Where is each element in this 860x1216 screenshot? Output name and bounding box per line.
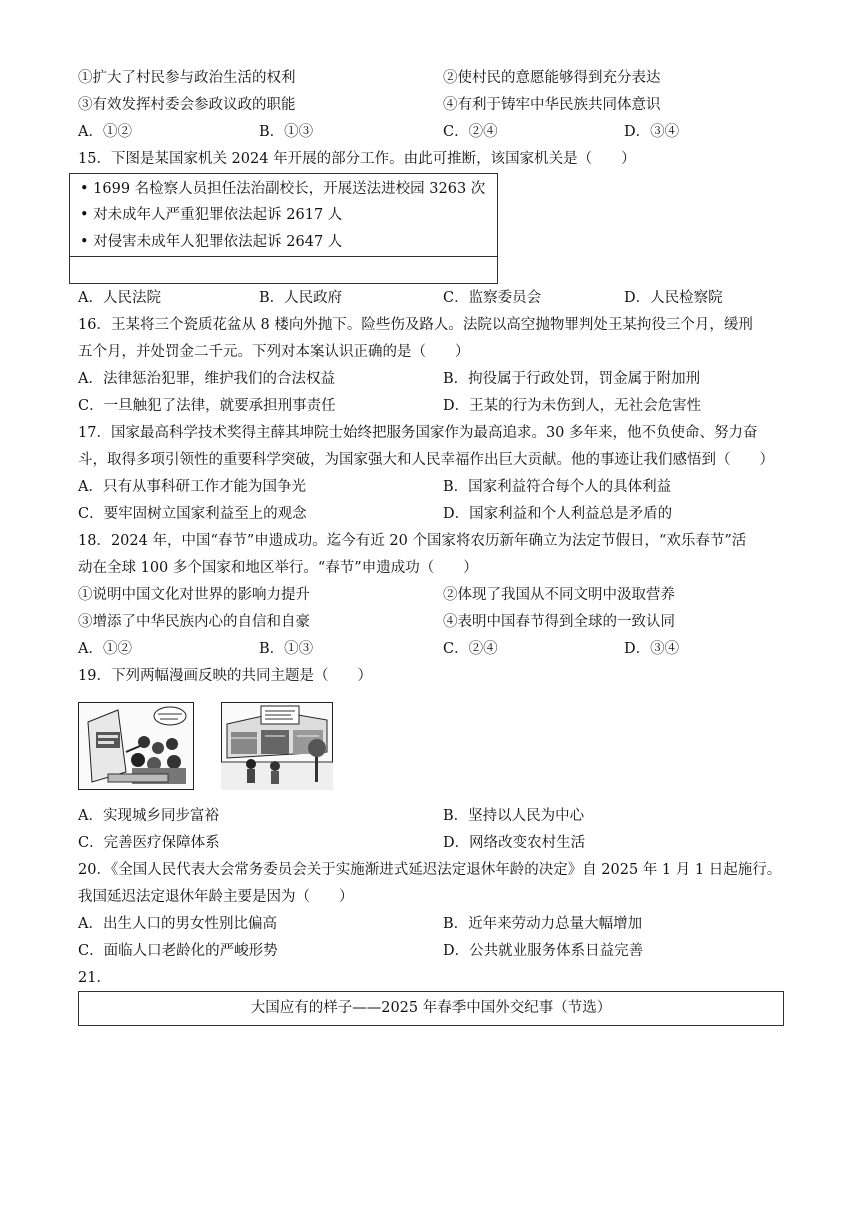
q16-choice-a: A．法律惩治犯罪，维护我们的合法权益 xyxy=(78,371,335,387)
q16-stem-line-1: 16．王某将三个瓷质花盆从 8 楼向外抛下。险些伤及路人。法院以高空抛物罪判处王某拘役三个月，缓刑 xyxy=(78,317,753,333)
q18-choice-c: C．②④ xyxy=(443,641,498,657)
q17-stem-line-2: 斗，取得多项引领性的重要科学突破，为国家强大和人民幸福作出巨大贡献。他的事迹让我们感悟到（ ） xyxy=(78,452,774,468)
q17-choice-a: A．只有从事科研工作才能为国争光 xyxy=(78,479,306,495)
q15-choice-a: A．人民法院 xyxy=(78,290,161,306)
q16-choice-b: B．拘役属于行政处罚，罚金属于附加刑 xyxy=(443,371,701,387)
q17-choice-b: B．国家利益符合每个人的具体利益 xyxy=(443,479,672,495)
q15-stem: 15．下图是某国家机关 2024 年开展的部分工作。由此可推断，该国家机关是（ ） xyxy=(78,151,636,167)
q15-choice-c: C．监察委员会 xyxy=(443,290,542,306)
cartoon-1-image xyxy=(78,702,194,790)
q21-number: 21． xyxy=(78,970,111,986)
q18-stem-line-1: 18．2024 年，中国“春节”申遗成功。迄今有近 20 个国家将农历新年确立为法定节假日，“欢乐春节”活 xyxy=(78,533,747,549)
q20-choice-c: C．面临人口老龄化的严峻形势 xyxy=(78,943,278,959)
q20-choice-b: B．近年来劳动力总量大幅增加 xyxy=(443,916,643,932)
q14-choice-b: B．①③ xyxy=(259,124,314,140)
q20-choice-a: A．出生人口的男女性别比偏高 xyxy=(78,916,277,932)
q21-title: 大国应有的样子——2025 年春季中国外交纪事（节选） xyxy=(250,1000,612,1016)
q15-choice-b: B．人民政府 xyxy=(259,290,343,306)
q20-stem-line-1: 20．《全国人民代表大会常务委员会关于实施渐进式延迟法定退休年龄的决定》自 2025 年 1 月 1 日起施行。 xyxy=(78,862,782,878)
q15-info-box xyxy=(69,173,498,284)
q18-stem-line-2: 动在全球 100 多个国家和地区举行。“春节”申遗成功（ ） xyxy=(78,560,478,576)
q18-choice-d: D．③④ xyxy=(624,641,680,657)
q18-option-3: ③增添了中华民族内心的自信和自豪 xyxy=(78,614,310,630)
q16-choice-d: D．王某的行为未伤到人，无社会危害性 xyxy=(443,398,702,414)
q18-choice-a: A．①② xyxy=(78,641,132,657)
q17-stem-line-1: 17．国家最高科学技术奖得主薛其坤院士始终把服务国家作为最高追求。30 多年来，他不负使命、努力奋 xyxy=(78,425,758,441)
q16-stem-line-2: 五个月，并处罚金二千元。下列对本案认识正确的是（ ） xyxy=(78,344,470,360)
q20-stem-line-2: 我国延迟法定退休年龄主要是因为（ ） xyxy=(78,889,354,905)
q18-option-2: ②体现了我国从不同文明中汲取营养 xyxy=(443,587,675,603)
q15-bullet-1: • 1699 名检察人员担任法治副校长，开展送法进校园 3263 次 xyxy=(80,181,486,197)
q18-option-1: ①说明中国文化对世界的影响力提升 xyxy=(78,587,310,603)
q14-choice-d: D．③④ xyxy=(624,124,680,140)
q16-choice-c: C．一旦触犯了法律，就要承担刑事责任 xyxy=(78,398,336,414)
cartoon-2-image xyxy=(221,702,333,790)
q21-title-box xyxy=(78,991,784,1026)
q15-box-divider xyxy=(70,256,497,257)
q17-choice-d: D．国家利益和个人利益总是矛盾的 xyxy=(443,506,673,522)
q18-choice-b: B．①③ xyxy=(259,641,314,657)
q19-choice-b: B．坚持以人民为中心 xyxy=(443,808,585,824)
q17-choice-c: C．要牢固树立国家利益至上的观念 xyxy=(78,506,307,522)
q14-option-2: ②使村民的意愿能够得到充分表达 xyxy=(443,70,661,86)
q19-choice-c: C．完善医疗保障体系 xyxy=(78,835,220,851)
q15-bullet-2: • 对未成年人严重犯罪依法起诉 2617 人 xyxy=(80,207,343,223)
q20-choice-d: D．公共就业服务体系日益完善 xyxy=(443,943,644,959)
q14-option-1: ①扩大了村民参与政治生活的权利 xyxy=(78,70,296,86)
q14-option-4: ④有利于铸牢中华民族共同体意识 xyxy=(443,97,661,113)
q19-choice-d: D．网络改变农村生活 xyxy=(443,835,586,851)
q19-choice-a: A．实现城乡同步富裕 xyxy=(78,808,219,824)
q15-choice-d: D．人民检察院 xyxy=(624,290,723,306)
q14-choice-c: C．②④ xyxy=(443,124,498,140)
q18-option-4: ④表明中国春节得到全球的一致认同 xyxy=(443,614,675,630)
q19-stem: 19．下列两幅漫画反映的共同主题是（ ） xyxy=(78,668,372,684)
q15-bullet-3: • 对侵害未成年人犯罪依法起诉 2647 人 xyxy=(80,234,343,250)
q14-option-3: ③有效发挥村委会参政议政的职能 xyxy=(78,97,296,113)
q14-choice-a: A．①② xyxy=(78,124,132,140)
